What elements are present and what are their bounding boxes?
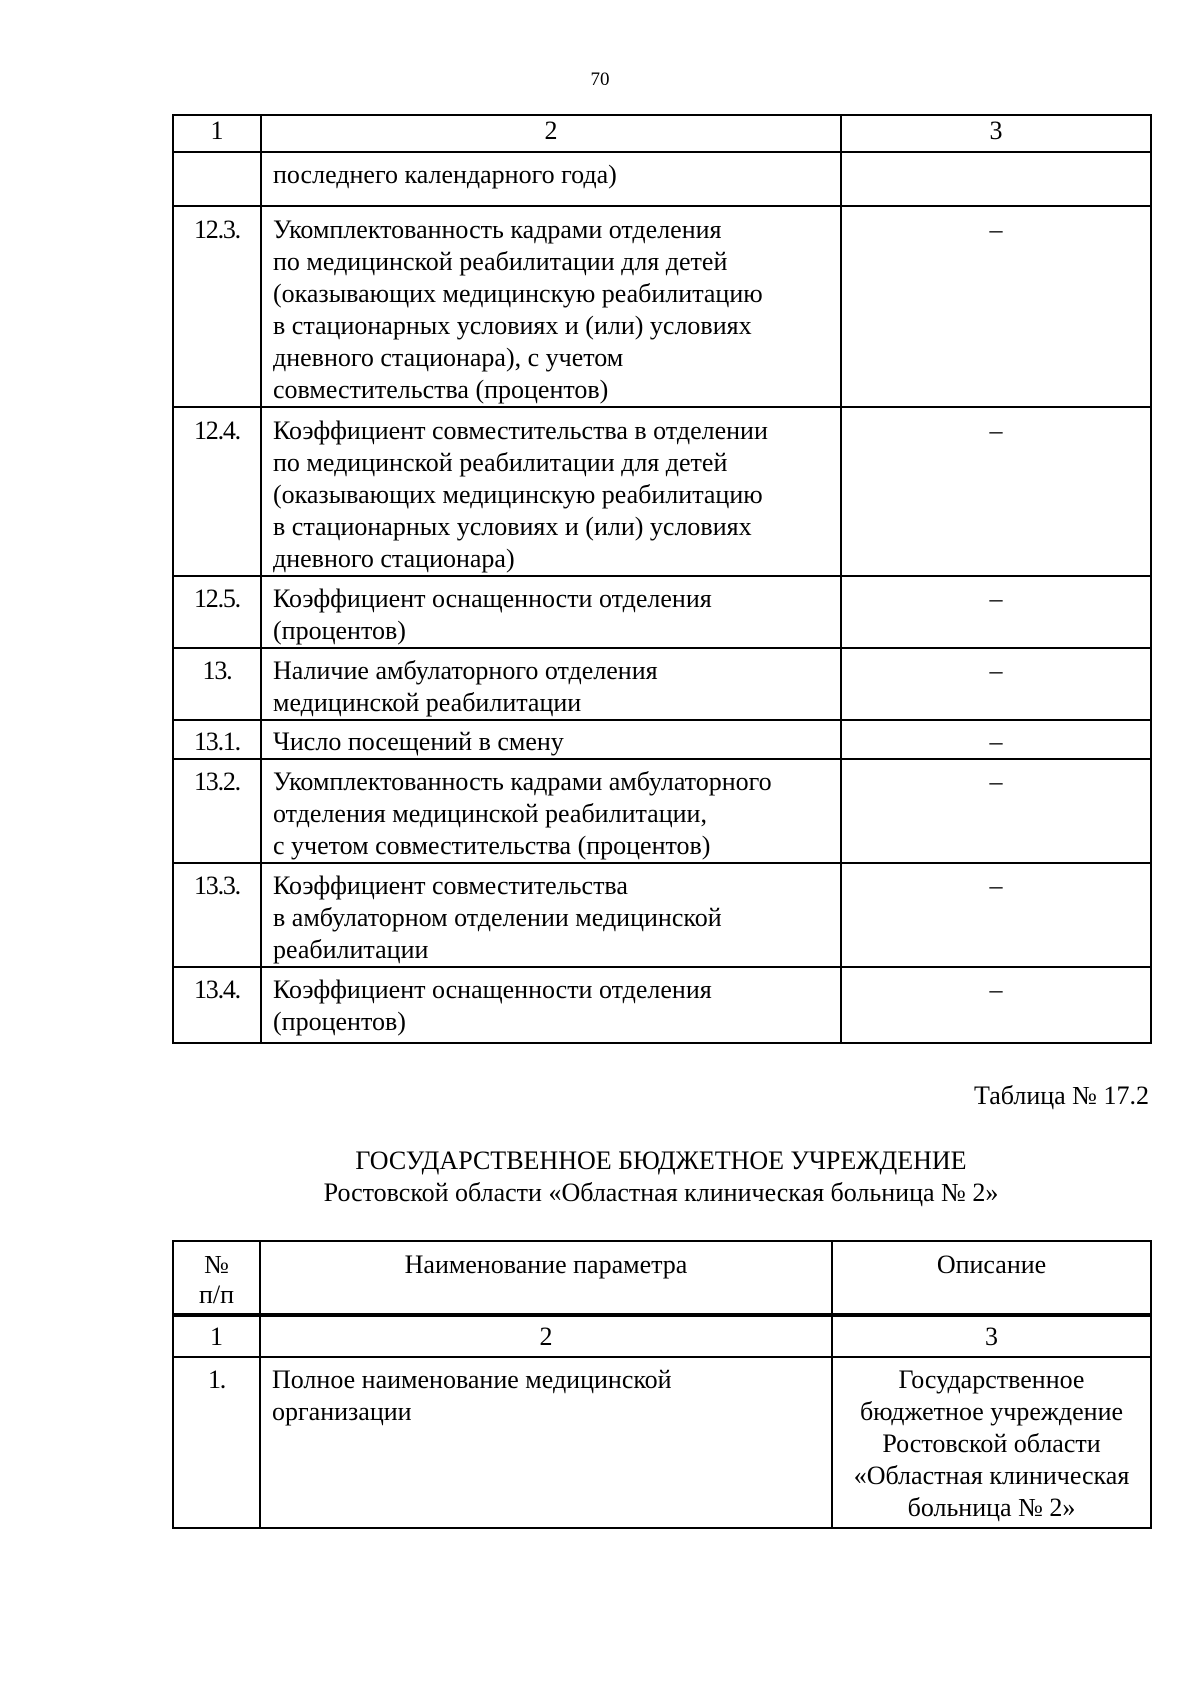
row-number: 13. bbox=[173, 648, 261, 720]
table-label: Таблица № 17.2 bbox=[973, 1081, 1149, 1110]
row-description: Наличие амбулаторного отделения медицинской реабилитации bbox=[261, 648, 841, 720]
row-number bbox=[173, 152, 261, 206]
row-value: Государственное бюджетное учреждение Ростовской области «Областная клиническая больница № 2» bbox=[832, 1357, 1151, 1528]
column-number-2: 2 bbox=[261, 115, 841, 152]
column-number-3: 3 bbox=[832, 1315, 1151, 1357]
row-description: Коэффициент совместительства в отделении по медицинской реабилитации для детей (оказывающих медицинскую реабилитацию в стационарных условиях и (или) условиях дневного стационара) bbox=[261, 407, 841, 576]
table-row bbox=[173, 576, 1151, 648]
table-header-row bbox=[173, 115, 1151, 152]
row-description: Коэффициент оснащенности отделения (процентов) bbox=[261, 576, 841, 648]
organization-title bbox=[172, 1145, 1150, 1209]
table-row bbox=[173, 648, 1151, 720]
table-row bbox=[173, 407, 1151, 576]
row-number: 1. bbox=[173, 1357, 260, 1528]
parameters-table-continued bbox=[172, 114, 1152, 1044]
row-description: Укомплектованность кадрами амбулаторного отделения медицинской реабилитации, с учетом совместительства (процентов) bbox=[261, 759, 841, 863]
table-numbering-row bbox=[173, 1315, 1151, 1357]
table-row bbox=[173, 1357, 1151, 1528]
table-row bbox=[173, 967, 1151, 1043]
column-header-description: Описание bbox=[832, 1241, 1151, 1315]
organization-parameters-table bbox=[172, 1240, 1152, 1529]
row-description: последнего календарного года) bbox=[261, 152, 841, 206]
table-header-row bbox=[173, 1241, 1151, 1315]
row-value: – bbox=[841, 863, 1151, 967]
row-value: – bbox=[841, 720, 1151, 759]
row-value: – bbox=[841, 206, 1151, 407]
row-value: – bbox=[841, 648, 1151, 720]
row-number: 12.4. bbox=[173, 407, 261, 576]
row-description: Полное наименование медицинской организации bbox=[260, 1357, 832, 1528]
column-number-2: 2 bbox=[260, 1315, 832, 1357]
row-value: – bbox=[841, 759, 1151, 863]
row-value: – bbox=[841, 576, 1151, 648]
organization-title-line-1: ГОСУДАРСТВЕННОЕ БЮДЖЕТНОЕ УЧРЕЖДЕНИЕ bbox=[355, 1146, 967, 1175]
row-number: 13.3. bbox=[173, 863, 261, 967]
row-number: 12.3. bbox=[173, 206, 261, 407]
column-header-parameter-name: Наименование параметра bbox=[260, 1241, 832, 1315]
column-number-1: 1 bbox=[173, 1315, 260, 1357]
row-number: 13.1. bbox=[173, 720, 261, 759]
row-value: – bbox=[841, 407, 1151, 576]
row-value bbox=[841, 152, 1151, 206]
row-number: 12.5. bbox=[173, 576, 261, 648]
organization-title-line-2: Ростовской области «Областная клиническая больница № 2» bbox=[323, 1178, 999, 1207]
page-number: 70 bbox=[590, 69, 610, 90]
table-row bbox=[173, 720, 1151, 759]
row-description: Коэффициент совместительства в амбулаторном отделении медицинской реабилитации bbox=[261, 863, 841, 967]
column-number-3: 3 bbox=[841, 115, 1151, 152]
column-header-number: № п/п bbox=[173, 1241, 260, 1315]
table-row bbox=[173, 152, 1151, 206]
table-row bbox=[173, 759, 1151, 863]
column-number-1: 1 bbox=[173, 115, 261, 152]
row-description: Коэффициент оснащенности отделения (процентов) bbox=[261, 967, 841, 1043]
row-description: Укомплектованность кадрами отделения по медицинской реабилитации для детей (оказывающих медицинскую реабилитацию в стационарных условиях и (или) условиях дневного стационара), с учетом совместительства (процентов) bbox=[261, 206, 841, 407]
table-row bbox=[173, 863, 1151, 967]
row-number: 13.2. bbox=[173, 759, 261, 863]
row-value: – bbox=[841, 967, 1151, 1043]
row-description: Число посещений в смену bbox=[261, 720, 841, 759]
row-number: 13.4. bbox=[173, 967, 261, 1043]
table-row bbox=[173, 206, 1151, 407]
